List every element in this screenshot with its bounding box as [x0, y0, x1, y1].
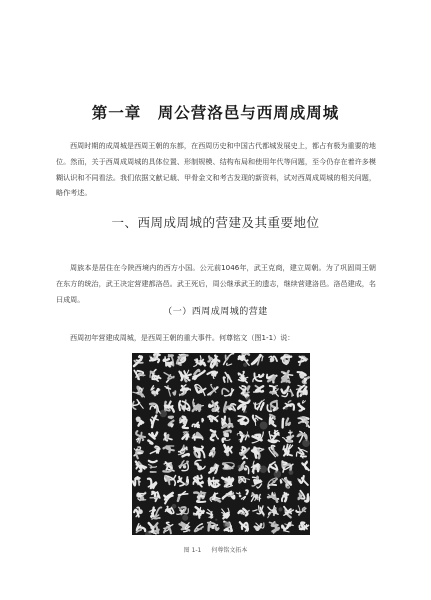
glyph-mark [179, 370, 191, 381]
glyph-mark [209, 464, 218, 473]
rubbing-wear-spot [215, 519, 217, 521]
rubbing-wear-spot [285, 407, 288, 410]
glyph-mark [296, 385, 306, 396]
glyph-mark [136, 417, 144, 426]
glyph-mark [195, 460, 205, 470]
glyph-mark [193, 475, 203, 486]
subsection-heading: （一）西周成周城的营建 [163, 307, 268, 317]
glyph-mark [151, 416, 159, 428]
glyph-mark [252, 477, 261, 488]
glyph-mark [222, 417, 233, 428]
glyph-mark [164, 373, 174, 383]
glyph-mark [210, 448, 215, 456]
rubbing-wear-spot [244, 411, 247, 414]
glyph-mark [282, 493, 288, 501]
rubbing-wear-spot [246, 396, 250, 400]
glyph-mark [133, 400, 144, 410]
glyph-mark [151, 386, 159, 395]
glyph-mark [281, 355, 291, 365]
glyph-mark [222, 478, 233, 488]
glyph-mark [238, 372, 248, 383]
rubbing-wear-spot [260, 422, 268, 430]
glyph-mark [194, 492, 205, 502]
subsection-paragraph: 西周初年营建成周城，是西周王朝的重大事件。何尊铭文（图1-1）说： [70, 333, 295, 342]
glyph-mark [136, 462, 146, 472]
glyph-mark [165, 402, 174, 412]
glyph-mark [252, 447, 263, 458]
glyph-mark [251, 461, 260, 473]
glyph-mark [207, 371, 217, 378]
glyph-mark [269, 446, 277, 457]
rubbing-wear-spot [182, 515, 188, 521]
glyph-mark [299, 522, 308, 529]
glyph-mark [134, 356, 143, 366]
glyph-mark [192, 419, 203, 428]
glyph-mark [211, 430, 219, 440]
glyph-mark [251, 493, 260, 501]
rubbing-wear-spot [302, 439, 310, 447]
glyph-mark [252, 432, 263, 443]
glyph-mark [180, 385, 191, 396]
glyph-mark [283, 445, 292, 456]
glyph-mark [208, 522, 219, 531]
glyph-mark [180, 523, 190, 532]
glyph-mark [239, 509, 250, 516]
glyph-mark [223, 431, 231, 442]
glyph-mark [268, 478, 277, 489]
glyph-mark [296, 506, 306, 516]
glyph-mark [136, 524, 145, 533]
figure-number: 图 1-1 [183, 547, 202, 554]
glyph-mark [150, 492, 160, 502]
glyph-mark [298, 491, 308, 502]
glyph-mark [210, 493, 220, 501]
glyph-mark [252, 355, 263, 365]
rubbing-wear-spot [160, 410, 167, 417]
glyph-mark [208, 384, 218, 394]
glyph-mark [224, 373, 232, 383]
glyph-mark [298, 476, 308, 485]
glyph-mark [268, 492, 278, 501]
glyph-mark [208, 477, 219, 487]
glyph-mark [284, 507, 294, 518]
glyph-mark [238, 477, 249, 483]
glyph-mark [268, 462, 277, 472]
glyph-mark [164, 493, 173, 503]
figure-caption-text: 何尊铭文拓本 [211, 547, 248, 554]
glyph-mark [282, 522, 293, 532]
glyph-mark [195, 384, 205, 395]
glyph-mark [267, 375, 277, 383]
glyph-mark [270, 385, 279, 396]
glyph-mark [240, 386, 250, 398]
glyph-mark [253, 506, 264, 516]
rubbing-wear-spot [172, 504, 177, 509]
glyph-mark [268, 506, 278, 518]
chapter-title: 第一章 周公营洛邑与西周成周城 [91, 103, 340, 122]
glyph-mark [238, 401, 249, 412]
glyph-mark [193, 399, 204, 411]
glyph-mark [224, 402, 236, 412]
glyph-mark [136, 431, 145, 443]
glyph-mark [283, 419, 290, 428]
glyph-mark [236, 490, 247, 499]
glyph-mark [165, 476, 176, 486]
glyph-mark [164, 433, 172, 441]
glyph-mark [207, 509, 213, 518]
glyph-mark [224, 445, 231, 455]
glyph-mark [148, 433, 157, 444]
glyph-mark [195, 524, 203, 532]
intro-paragraph: 西周时期的成周城是西周王朝的东都，在西周历史和中国古代都城发展史上，都占有极为重要的地位。然而，关于西周成周城的具体位置、形制规模、结构布局和使用年代等问题，至今仍存在着许多模糊认识和不同看法。我们依据文献记载、甲骨金文和考古发现的新资料，试对西周成周城的相关问题，略作考述。 [56, 141, 376, 198]
glyph-mark [240, 522, 248, 531]
glyph-mark [298, 401, 305, 411]
glyph-mark [137, 493, 146, 500]
glyph-mark [164, 522, 173, 533]
glyph-mark [297, 448, 308, 458]
glyph-mark [240, 462, 249, 474]
rubbing-wear-spot [274, 471, 281, 478]
rubbing-wear-spot [278, 507, 282, 511]
glyph-mark [134, 447, 143, 458]
rubbing-wear-spot [243, 363, 247, 367]
rubbing-wear-spot [260, 466, 267, 473]
glyph-mark [208, 415, 218, 422]
glyph-mark [164, 355, 174, 366]
glyph-mark [165, 386, 175, 396]
glyph-mark [193, 370, 205, 379]
inscription-rubbing-image [132, 353, 310, 535]
glyph-mark [223, 492, 234, 499]
glyph-mark [150, 507, 162, 519]
glyph-mark [164, 446, 174, 452]
glyph-mark [150, 354, 160, 362]
glyph-mark [270, 415, 276, 426]
glyph-mark [150, 404, 160, 414]
glyph-mark [163, 462, 174, 471]
glyph-mark [223, 463, 234, 469]
glyph-mark [194, 446, 204, 457]
glyph-mark [133, 477, 141, 485]
glyph-mark [193, 507, 204, 518]
glyph-mark [254, 400, 265, 410]
glyph-mark [169, 417, 174, 427]
glyph-mark [254, 386, 263, 392]
glyph-mark [179, 445, 189, 456]
glyph-mark [179, 461, 188, 471]
glyph-mark [180, 417, 188, 428]
glyph-mark [148, 479, 157, 489]
glyph-mark [238, 416, 248, 424]
glyph-mark [253, 373, 263, 381]
glyph-mark [134, 370, 145, 379]
glyph-mark [194, 356, 205, 367]
rubbing-wear-spot [223, 521, 230, 528]
glyph-mark [177, 507, 189, 514]
rubbing-wear-spot [185, 482, 188, 485]
glyph-mark [222, 508, 229, 518]
glyph-mark [134, 507, 143, 516]
glyph-mark [299, 356, 308, 365]
glyph-mark [240, 447, 249, 459]
glyph-mark [149, 461, 157, 472]
glyph-mark [177, 355, 188, 365]
glyph-mark [178, 492, 188, 501]
glyph-mark [150, 446, 160, 453]
glyph-mark [282, 387, 294, 397]
glyph-mark [254, 523, 264, 531]
glyph-mark [179, 400, 190, 411]
glyph-mark [192, 433, 202, 440]
glyph-mark [224, 354, 234, 366]
glyph-mark [222, 389, 233, 396]
glyph-mark [209, 401, 219, 411]
section-heading: 一、西周成周城的营建及其重要地位 [111, 215, 320, 230]
glyph-mark [270, 522, 279, 533]
glyph-mark [183, 432, 190, 439]
rubbing-wear-spot [238, 465, 242, 469]
rubbing-wear-spot [289, 470, 294, 475]
glyph-mark [208, 356, 219, 368]
glyph-mark [267, 401, 277, 411]
glyph-mark [298, 417, 309, 427]
glyph-mark [150, 370, 160, 382]
glyph-mark [280, 478, 291, 488]
glyph-mark [282, 371, 293, 382]
glyph-mark [237, 432, 249, 442]
glyph-mark [302, 461, 309, 470]
glyph-mark [133, 387, 144, 397]
glyph-mark [283, 430, 293, 441]
glyph-mark [269, 356, 277, 362]
glyph-mark [298, 372, 309, 383]
figure-caption [0, 545, 431, 554]
section-paragraph: 周族本是居住在今陕西境内的西方小国。公元前1046年，武王克商，建立周朝。为了巩固周王朝在东方的统治，武王决定营建都洛邑。武王死后，周公继承武王的遗志，继续营建洛邑。洛邑建成，名曰成周。 [56, 263, 376, 304]
glyph-mark [269, 431, 280, 443]
